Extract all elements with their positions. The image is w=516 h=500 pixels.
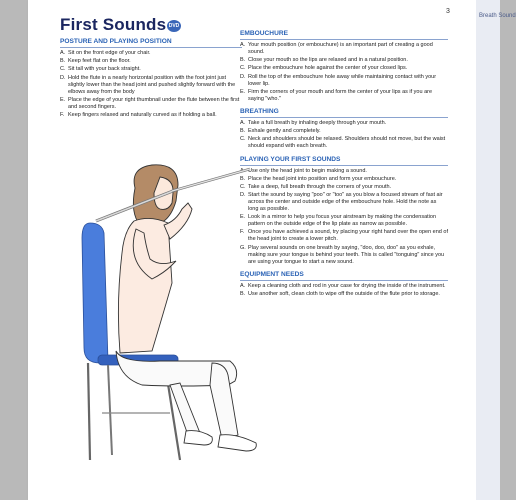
item-label: A. (240, 42, 246, 48)
item-text: Place the embouchure hole against the center of your closed lips. (248, 65, 408, 72)
list-item (240, 136, 448, 150)
item-label: G. (240, 244, 246, 251)
item-label: C. (60, 66, 66, 73)
item-label: B. (240, 57, 246, 64)
section-heading: BREATHING (240, 108, 448, 118)
dvd-badge-icon: DVD (167, 20, 181, 32)
item-text: Keep fingers relaxed and naturally curved as if holding a ball. (68, 111, 217, 118)
flutist-illustration (60, 163, 280, 463)
item-label: E. (240, 214, 246, 221)
item-text: Use only the head joint to begin making a sound. (248, 167, 367, 174)
section-heading: PLAYING YOUR FIRST SOUNDS (240, 156, 448, 166)
item-label: B. (60, 58, 66, 65)
item-text: Take a deep, full breath through the corners of your mouth. (248, 183, 392, 190)
item-text: Keep a cleaning cloth and rod in your case for drying the inside of the instrument. (248, 282, 446, 289)
list-item (240, 57, 448, 64)
item-label: A. (240, 119, 246, 126)
item-text: Once you have achieved a sound, try placing your right hand over the open end of the head joint to create a lower pitch. (248, 229, 448, 243)
item-text: Keep feet flat on the floor. (68, 58, 131, 65)
person-figure (116, 165, 256, 451)
item-text: Firm the corners of your mouth and form the center of your lips as if you are saying "who." (248, 88, 433, 102)
list-item (240, 65, 448, 72)
item-text: Sit on the front edge of your chair. (68, 50, 151, 56)
list-item (60, 75, 242, 96)
item-label: C. (240, 65, 246, 72)
item-label: E. (240, 88, 246, 95)
item-text: Roll the top of the embouchure hole away while maintaining contact with your lower lip. (248, 73, 437, 87)
list-item (240, 128, 448, 135)
item-text: Play several sounds on one breath by saying, "doo, doo, doo" as you exhale, making sure your tongue is behind your teeth. This is called "tonguing" since you are using your tongue to start a new sound. (248, 244, 445, 265)
list-item (60, 50, 242, 57)
item-label: E. (60, 96, 66, 103)
item-label: F. (60, 111, 65, 118)
item-label: A. (60, 50, 66, 56)
section-list (240, 120, 448, 150)
item-text: Sit tall with your back straight. (68, 66, 141, 73)
item-label: D. (60, 74, 66, 81)
section-heading: EQUIPMENT NEEDS (240, 271, 448, 281)
list-item (240, 89, 448, 103)
item-text: Exhale gently and completely. (248, 128, 321, 135)
item-label: F. (240, 229, 245, 236)
section-list (240, 42, 448, 103)
item-label: C. (240, 183, 246, 190)
page-number: 3 (446, 8, 450, 15)
section-heading: POSTURE AND PLAYING POSITION (60, 38, 242, 48)
item-text: Close your mouth so the lips are relaxed and in a natural position. (248, 57, 408, 64)
list-item (60, 66, 242, 73)
item-text: Take a full breath by inhaling deeply through your mouth. (248, 119, 387, 126)
next-page-text: Breath Sound (479, 13, 516, 19)
item-text: Neck and shoulders should be relaxed. Shoulders should not move, but the waist should expand with each breath. (248, 136, 446, 150)
item-label: B. (240, 291, 246, 297)
left-column (60, 38, 242, 120)
list-item (240, 42, 448, 56)
item-text: Your mouth position (or embouchure) is an important part of creating a good sound. (248, 42, 433, 55)
next-page-edge (476, 0, 516, 500)
list-item (240, 120, 448, 127)
section-heading: EMBOUCHURE (240, 30, 448, 40)
item-label: A. (240, 282, 246, 289)
list-item (60, 97, 242, 111)
item-text: Place the head joint into position and form your embouchure. (248, 175, 397, 182)
posture-list (60, 50, 242, 119)
item-label: D. (240, 73, 246, 80)
item-label: D. (240, 192, 246, 199)
item-text: Place the edge of your right thumbnail under the flute between the first and second fingers. (68, 96, 240, 110)
item-label: B. (240, 128, 246, 135)
list-item (60, 58, 242, 65)
page-title: First Sounds (60, 15, 167, 34)
item-text: Look in a mirror to help you focus your airstream by making the condensation pattern on the outside edge of the lip plate as narrow as possible. (248, 214, 437, 228)
list-item (60, 112, 242, 119)
item-text: Use another soft, clean cloth to wipe off the outside of the flute prior to storage. (248, 291, 440, 297)
item-text: Start the sound by saying "poo" or "too" as you blow a focused stream of fast air across the center and outside edge of the embouchure hole. Hold the note as long as possible. (248, 192, 443, 213)
item-text: Hold the flute in a nearly horizontal position with the foot joint just slightly lower than the head joint and pushed slightly forward with the elbows away from the body (68, 74, 236, 95)
item-label: B. (240, 175, 246, 182)
item-label: C. (240, 136, 246, 143)
list-item (240, 74, 448, 88)
